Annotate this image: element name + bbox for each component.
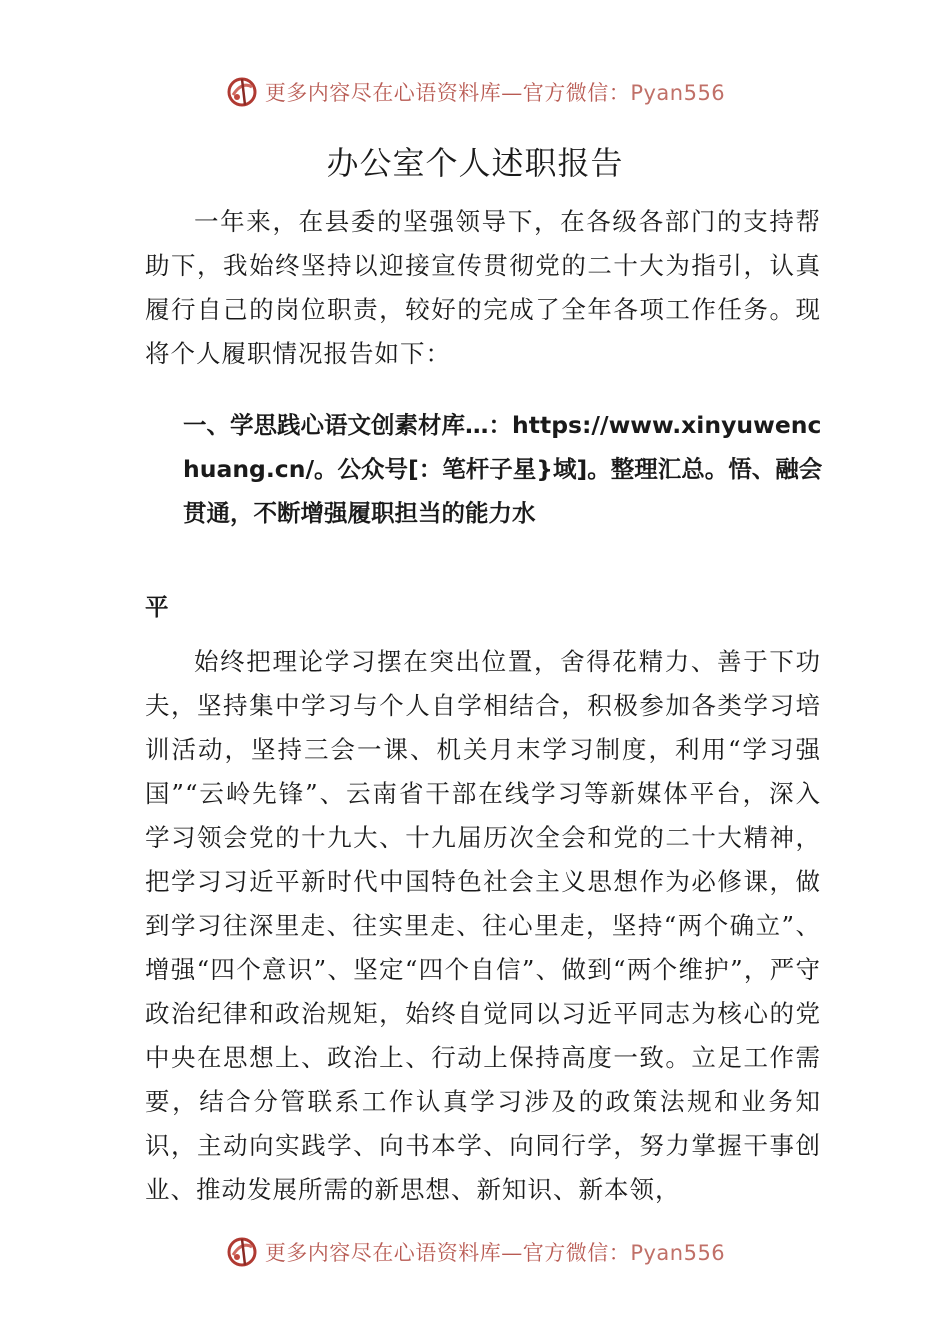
section-1-heading: 一、学思践心语文创素材库…：https://www.xinyuwenchuang.cn/。公众号[：笔杆子星}域]。整理汇总。悟、融会贯通，不断增强履职担当的能力水 xyxy=(183,411,823,527)
watermark-wechat-id: Pyan556 xyxy=(630,1241,726,1265)
watermark-text: 更多内容尽在心语资料库—官方微信：Pyan556 xyxy=(264,81,726,105)
section-1-body: 始终把理论学习摆在突出位置，舍得花精力、善于下功夫，坚持集中学习与个人自学相结合，积极参加各类学习培训活动，坚持三会一课、机关月末学习制度，利用“学习强国”“云岭先锋”、云南省干部在线学习等新媒体平台，深入学习领会党的十九大、十九届历次全会和党的二十大精神，把学习习近平新时代中国特色社会主义思想作为必修课，做到学习往深里走、往实里走、往心里走，坚持“两个确立”、增强“四个意识”、坚定“四个自信”、做到“两个维护”，严守政治纪律和政治规矩，始终自觉同以习近平同志为核心的党中央在思想上、政治上、行动上保持高度一致。立足工作需要，结合分管联系工作认真学习涉及的政策法规和业务知识，主动向实践学、向书本学、向同行学，努力掌握干事创业、推动发展所需的新思想、新知识、新本领， xyxy=(145,647,821,1204)
header-watermark xyxy=(0,72,950,112)
document-title: 办公室个人述职报告 xyxy=(326,144,624,182)
intro-paragraph: 一年来，在县委的坚强领导下，在各级各部门的支持帮助下，我始终坚持以迎接宣传贯彻党的二十大为指引，认真履行自己的岗位职责，较好的完成了全年各项工作任务。现将个人履职情况报告如下： xyxy=(145,207,821,368)
watermark-logo-icon xyxy=(225,75,259,109)
watermark-logo-icon xyxy=(225,1235,259,1269)
watermark-wechat-id: Pyan556 xyxy=(630,81,726,105)
watermark-text: 更多内容尽在心语资料库—官方微信：Pyan556 xyxy=(264,1241,726,1265)
section-1-heading-tail: 平 xyxy=(145,593,169,621)
footer-watermark xyxy=(0,1232,950,1272)
